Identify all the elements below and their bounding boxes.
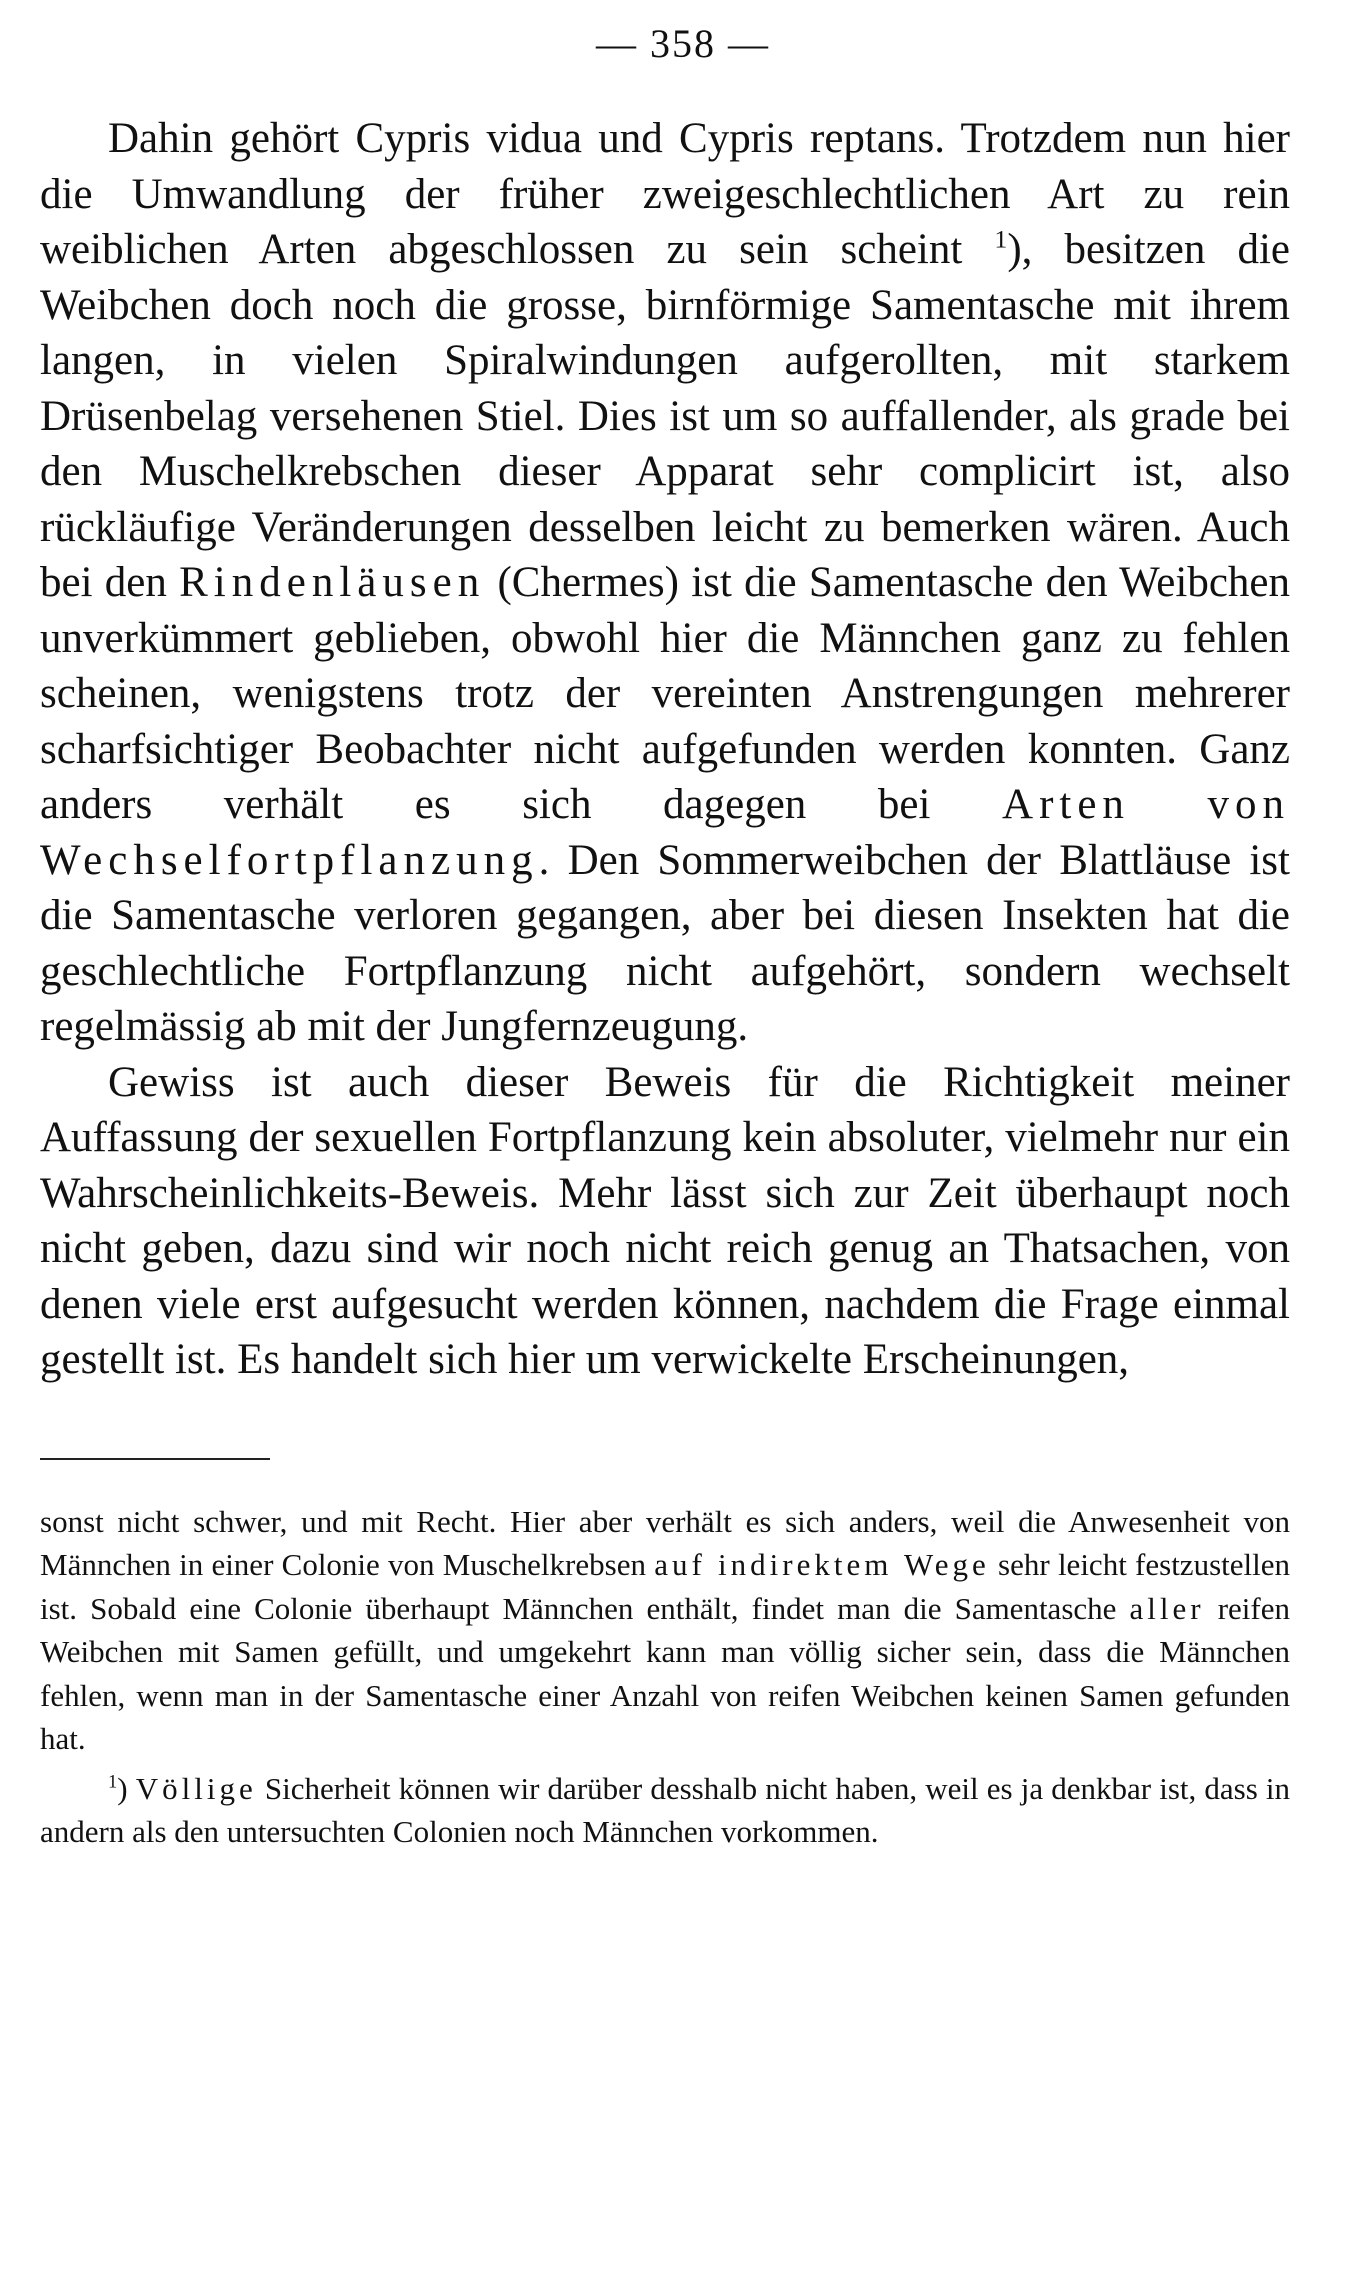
spaced-term-wechselfortpflanzung: Arten von Wechselfortpflanzung — [40, 781, 1291, 884]
paragraph-1-text-c: (Chermes) ist die Samentasche den Weibchen unverkümmert geblieben, obwohl hier die Männchen ganz zu fehlen scheinen, wenigstens trotz der vereinten Anstrengungen mehrerer scharfsichtiger Beobachter nicht aufgefunden werden konnten. Ganz anders verhält es sich dagegen bei — [40, 559, 1290, 828]
footnote-1-text: Sicherheit können wir darüber desshalb nicht haben, weil es ja denkbar ist, dass in andern als den untersuchten Colonien noch Männchen vorkommen. — [40, 1770, 1291, 1849]
footnote-1 — [40, 1767, 1290, 1854]
paragraph-2: Gewiss ist auch dieser Beweis für die Richtigkeit meiner Auffassung der sexuellen Fortpflanzung kein absoluter, vielmehr nur ein Wahrscheinlichkeits-Beweis. Mehr lässt sich zur Zeit überhaupt noch nicht geben, dazu sind wir noch nicht reich genug an Thatsachen, von denen viele erst aufgesucht werden können, nachdem die Frage einmal gestellt ist. Es handelt sich hier um verwickelte Erscheinungen, — [40, 1058, 1290, 1383]
footnote-continuation-text-c: reifen Weibchen mit Samen gefüllt, und umgekehrt kann man völlig sicher sein, dass die Männchen fehlen, wenn man in der Samentasche einer Anzahl von reifen Weibchen keinen Samen gefunden hat. — [40, 1590, 1291, 1756]
main-text — [40, 111, 1290, 1388]
book-page — [40, 20, 1290, 1854]
footnote-continuation — [40, 1500, 1290, 1761]
page-number: — 358 — — [596, 21, 770, 66]
paragraph-1-text-d: . Den Sommerweibchen der Blattläuse ist die Samentasche verloren gegangen, aber bei diesen Insekten hat die geschlechtliche Fortpflanzung nicht aufgehört, sondern wechselt regelmässig ab mit der Jungfernzeugung. — [40, 836, 1290, 1050]
spaced-term-rindenlaeusen: Rindenläusen — [179, 559, 486, 606]
paragraph-1-text-a: Dahin gehört Cypris vidua und Cypris reptans. Trotzdem nun hier die Umwandlung der früher zweigeschlechtlichen Art zu rein weiblichen Arten abgeschlossen zu sein scheint — [40, 115, 1290, 273]
footnote-reference: 1 — [994, 224, 1008, 254]
footnote-rule — [40, 1458, 270, 1460]
footnote-continuation-text-b: sehr leicht festzustellen ist. Sobald eine Colonie überhaupt Männchen enthält, findet man die Samentasche — [40, 1547, 1290, 1626]
footnote-1-marker: 1 — [108, 1771, 118, 1793]
paragraph-1-text-b: ), besitzen die Weibchen doch noch die grosse, birnförmige Samentasche mit ihrem langen, in vielen Spiralwindungen aufgerollten, mit starkem Drüsenbelag versehenen Stiel. Dies ist um so auffallender, als grade bei den Muschelkrebschen dieser Apparat sehr complicirt ist, also rückläufige Veränderungen desselben leicht zu bemerken wären. Auch bei den — [40, 226, 1290, 606]
footnote-1-paren: ) — [117, 1770, 136, 1806]
footnote-continuation-text-a: sonst nicht schwer, und mit Recht. Hier aber verhält es sich anders, weil die Anwesenheit von Männchen in einer Colonie von Muschelkrebsen — [40, 1503, 1290, 1582]
footnotes — [40, 1500, 1290, 1854]
paragraph-1 — [40, 111, 1290, 1055]
spaced-term-voellige: Völlige — [135, 1770, 257, 1806]
spaced-term-aller: aller — [1129, 1590, 1205, 1626]
spaced-term-indirekt: auf indirektem Wege — [654, 1547, 990, 1582]
